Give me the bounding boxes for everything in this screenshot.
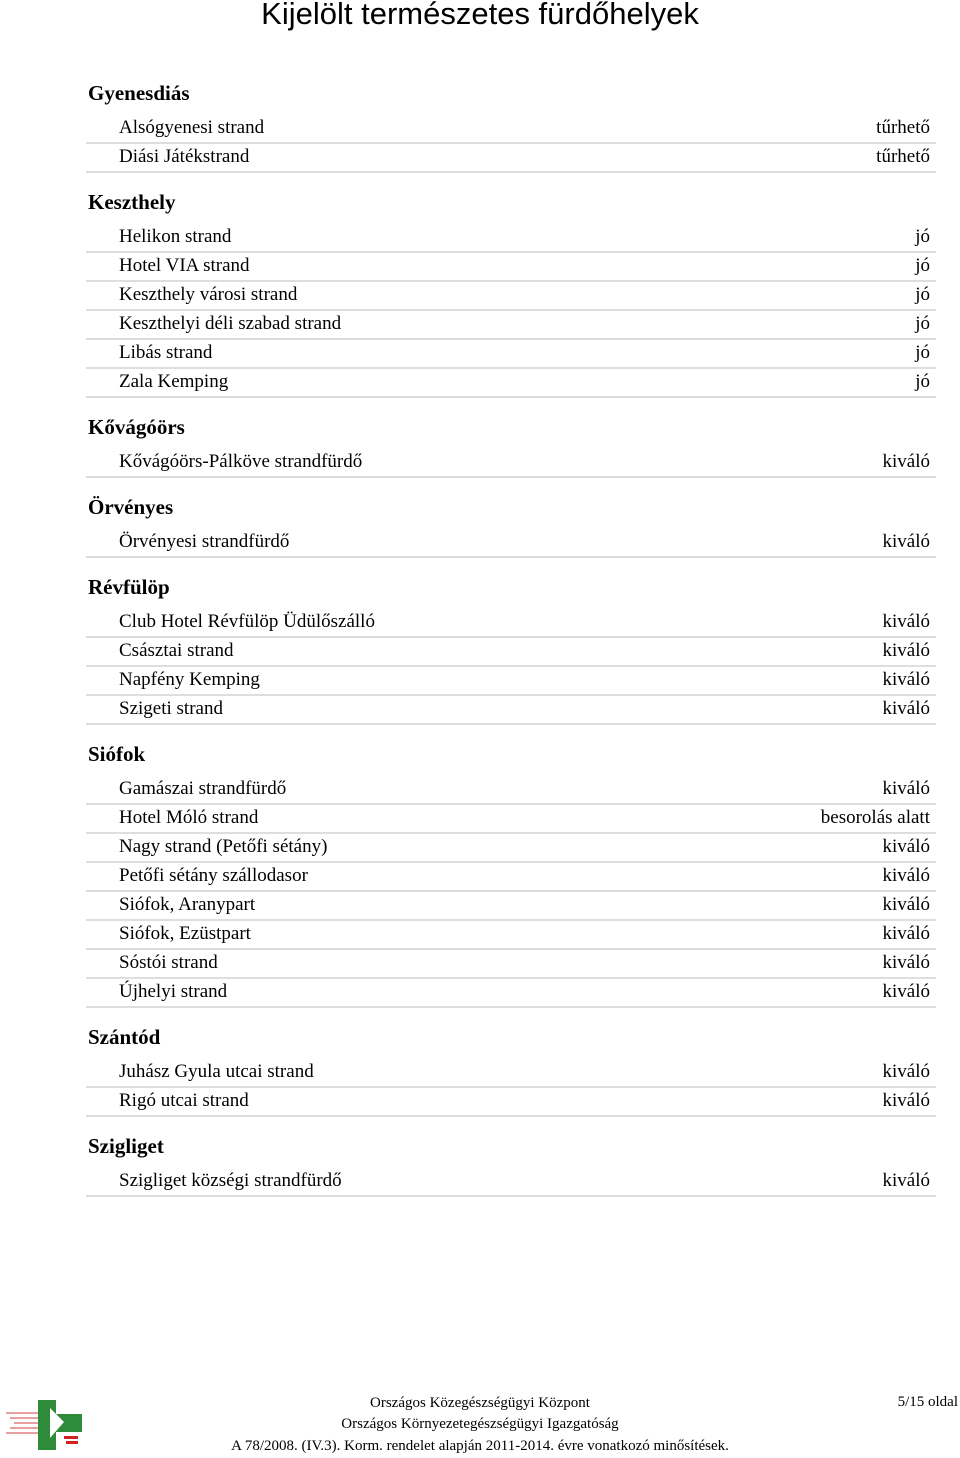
site-rating: kiváló — [882, 865, 930, 886]
site-row — [86, 979, 936, 1008]
page-number: 5/15 oldal — [897, 1394, 958, 1410]
site-row — [86, 609, 936, 638]
site-name: Napfény Kemping — [119, 669, 260, 690]
site-row — [86, 253, 936, 282]
site-rating: kiváló — [882, 1090, 930, 1111]
site-rating: kiváló — [882, 836, 930, 857]
site-rating: kiváló — [882, 531, 930, 552]
location-group — [86, 737, 936, 1020]
location-heading: Örvényes — [88, 495, 174, 519]
location-heading: Gyenesdiás — [88, 81, 190, 105]
site-row — [86, 311, 936, 340]
location-heading: Révfülöp — [88, 575, 170, 599]
site-name: Szigeti strand — [119, 698, 223, 719]
site-name: Libás strand — [119, 342, 213, 363]
site-row — [86, 776, 936, 805]
site-rating: kiváló — [882, 640, 930, 661]
location-group — [86, 76, 936, 185]
site-rating: kiváló — [882, 1061, 930, 1082]
site-rating: kiváló — [882, 451, 930, 472]
site-rating: kiváló — [882, 894, 930, 915]
footer-organization: Országos Közegészségügyi Központ — [370, 1395, 590, 1411]
page-title: Kijelölt természetes fürdőhelyek — [261, 0, 699, 31]
footer-directorate: Országos Környezetegészségügyi Igazgatóság — [341, 1416, 619, 1432]
site-name: Hotel VIA strand — [119, 255, 250, 276]
site-row — [86, 1168, 936, 1197]
site-rating: jó — [915, 342, 930, 363]
location-heading: Kővágóörs — [88, 415, 185, 439]
bathing-site-list — [86, 76, 936, 1209]
site-name: Alsógyenesi strand — [119, 117, 265, 138]
site-row — [86, 805, 936, 834]
site-rating: tűrhető — [876, 117, 930, 138]
site-name: Nagy strand (Petőfi sétány) — [119, 836, 328, 857]
site-name: Siófok, Aranypart — [119, 894, 256, 915]
site-row — [86, 638, 936, 667]
site-name: Örvényesi strandfürdő — [119, 531, 290, 552]
site-rating: kiváló — [882, 981, 930, 1002]
site-row — [86, 369, 936, 398]
site-rating: jó — [915, 284, 930, 305]
site-row — [86, 1088, 936, 1117]
footer-regulation-note: A 78/2008. (IV.3). Korm. rendelet alapján 2011-2014. évre vonatkozó minősítések. — [231, 1438, 729, 1454]
site-name: Juhász Gyula utcai strand — [119, 1061, 314, 1082]
site-rating: jó — [915, 371, 930, 392]
site-rating: kiváló — [882, 611, 930, 632]
site-row — [86, 950, 936, 979]
site-name: Hotel Móló strand — [119, 807, 259, 828]
site-name: Gamászai strandfürdő — [119, 778, 287, 799]
location-heading: Szántód — [88, 1025, 161, 1049]
site-row — [86, 667, 936, 696]
location-heading: Keszthely — [88, 190, 176, 214]
site-rating: kiváló — [882, 778, 930, 799]
site-name: Sóstói strand — [119, 952, 218, 973]
site-rating: kiváló — [882, 669, 930, 690]
site-row — [86, 834, 936, 863]
site-row — [86, 449, 936, 478]
site-name: Siófok, Ezüstpart — [119, 923, 251, 944]
site-rating: kiváló — [882, 952, 930, 973]
site-name: Császtai strand — [119, 640, 234, 661]
site-name: Helikon strand — [119, 226, 232, 247]
site-name: Keszthely városi strand — [119, 284, 298, 305]
location-group — [86, 1020, 936, 1129]
site-rating: besorolás alatt — [820, 807, 930, 828]
site-row — [86, 921, 936, 950]
site-name: Kővágóörs-Pálköve strandfürdő — [119, 451, 363, 472]
location-group — [86, 410, 936, 490]
site-name: Club Hotel Révfülöp Üdülőszálló — [119, 611, 375, 632]
site-row — [86, 282, 936, 311]
location-group — [86, 185, 936, 410]
site-rating: tűrhető — [876, 146, 930, 167]
site-row — [86, 1059, 936, 1088]
site-rating: kiváló — [882, 1170, 930, 1191]
site-name: Keszthelyi déli szabad strand — [119, 313, 342, 334]
location-group — [86, 1129, 936, 1209]
site-name: Zala Kemping — [119, 371, 229, 392]
site-row — [86, 529, 936, 558]
location-heading: Szigliget — [88, 1134, 164, 1158]
site-row — [86, 696, 936, 725]
site-name: Újhelyi strand — [119, 981, 228, 1002]
location-group — [86, 570, 936, 737]
site-row — [86, 224, 936, 253]
location-group — [86, 490, 936, 570]
site-rating: jó — [915, 255, 930, 276]
site-row — [86, 144, 936, 173]
site-row — [86, 863, 936, 892]
site-name: Diási Játékstrand — [119, 146, 250, 167]
site-name: Rigó utcai strand — [119, 1090, 249, 1111]
site-row — [86, 340, 936, 369]
site-rating: jó — [915, 313, 930, 334]
location-heading: Siófok — [88, 742, 146, 766]
site-rating: jó — [915, 226, 930, 247]
page-footer — [0, 1392, 960, 1458]
site-row — [86, 115, 936, 144]
site-row — [86, 892, 936, 921]
site-rating: kiváló — [882, 923, 930, 944]
site-name: Szigliget községi strandfürdő — [119, 1170, 342, 1191]
site-rating: kiváló — [882, 698, 930, 719]
site-name: Petőfi sétány szállodasor — [119, 865, 308, 886]
